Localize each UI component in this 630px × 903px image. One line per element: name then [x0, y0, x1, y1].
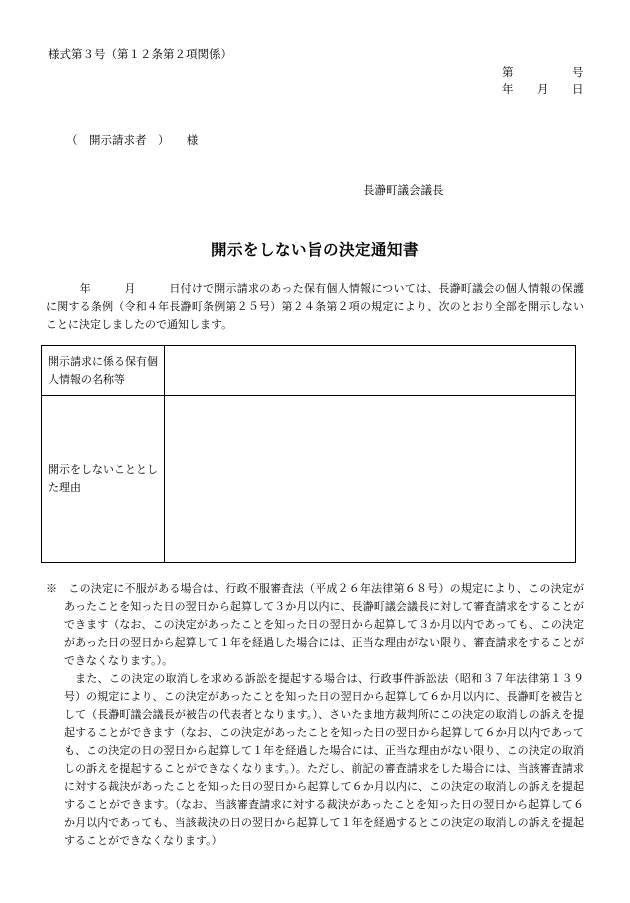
body-text: 年 月 日付けで開示請求のあった保有個人情報については、長瀞町議会の個人情報の保護に関する条例（令和４年長瀞町条例第２５号）第２４条第２項の規定により、次のとおり全部を開示しないことに決定しましたので通知します。	[46, 282, 584, 331]
document-title: 開示をしない旨の決定通知書	[210, 240, 419, 259]
personal-info-name-value[interactable]	[165, 346, 576, 396]
appeal-note	[46, 580, 584, 850]
table-row	[42, 396, 576, 563]
table-row	[42, 346, 576, 396]
date-month-label: 月	[537, 82, 549, 96]
date-day-label: 日	[572, 82, 584, 96]
sender-name: 長瀞町議会議長	[363, 183, 444, 197]
non-disclosure-reason-label: 開示をしないこととした理由	[42, 396, 165, 563]
appeal-note-paragraph-2: また、この決定の取消しを求める訴訟を提起する場合は、行政事件訴訟法（昭和３７年法律第１３９号）の規定により、この決定があったことを知った日の翌日から起算して６か月以内に、長瀞町を被告として（長瀞町議会議長が被告の代表者となります。）、さいたま地方裁判所にこの決定の取消しの訴えを提起することができます（なお、この決定があったことを知った日の翌日から起算して６か月以内であっても、この決定の日の翌日から起算して１年を経過した場合には、正当な理由がない限り、この決定の取消しの訴えを提起することができなくなります。）。ただし、前記の審査請求をした場合には、当該審査請求に対する裁決があったことを知った日の翌日から起算して６か月以内に、この決定の取消しの訴えを提起することができます。（なお、当該審査請求に対する裁決があったことを知った日の翌日から起算して６か月以内であっても、当該裁決の日の翌日から起算して１年を経過するとこの決定の取消しの訴えを提起することができなくなります。）	[64, 672, 584, 847]
non-disclosure-reason-value[interactable]	[165, 396, 576, 563]
recipient-line: （ 開示請求者 ） 様	[66, 133, 199, 147]
document-number-prefix: 第	[502, 65, 514, 79]
info-table	[41, 345, 576, 563]
document-number-suffix: 号	[572, 65, 584, 79]
body-paragraph	[46, 280, 584, 334]
form-number-label: 様式第３号（第１２条第２項関係）	[48, 47, 232, 61]
date-year-label: 年	[502, 82, 514, 96]
personal-info-name-label: 開示請求に係る保有個人情報の名称等	[42, 346, 165, 396]
appeal-note-paragraph-1: ※ この決定に不服がある場合は、行政不服審査法（平成２６年法律第６８号）の規定により、この決定があったことを知った日の翌日から起算して３か月以内に、長瀞町議会議長に対して審査請求をすることができます（なお、この決定があったことを知った日の翌日から起算して３か月以内であっても、この決定があった日の翌日から起算して１年を経過した場合には、正当な理由がない限り、審査請求をすることができなくなります。）。	[46, 582, 584, 667]
